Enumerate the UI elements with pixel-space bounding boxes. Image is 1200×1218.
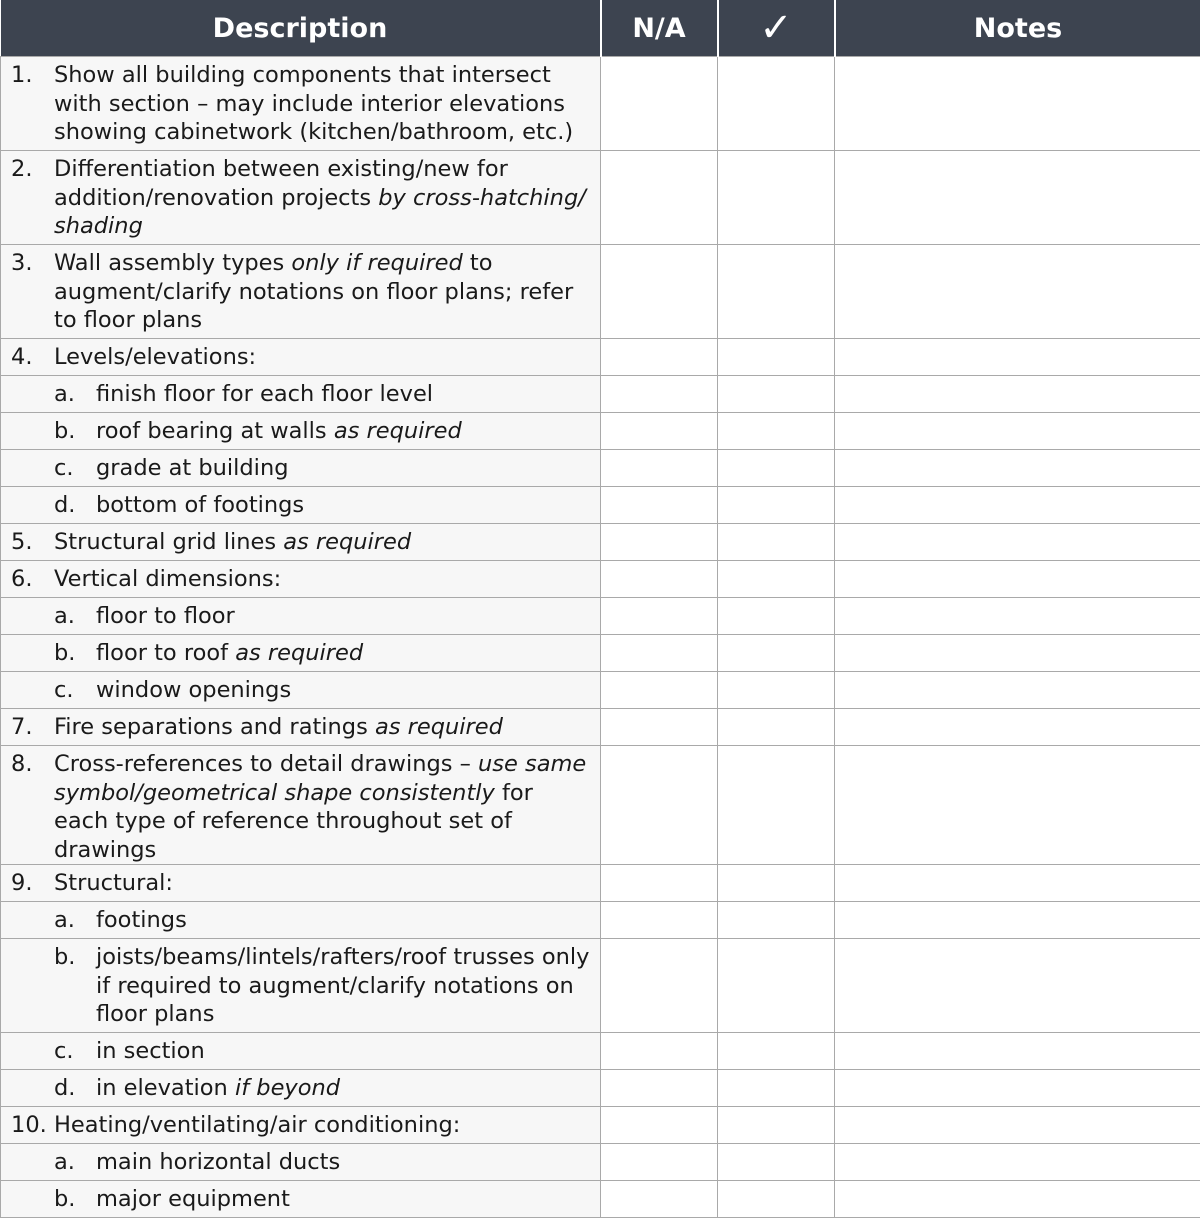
na-cell[interactable] bbox=[601, 524, 718, 561]
item-text-italic: if beyond bbox=[235, 1075, 340, 1101]
description-cell bbox=[1, 865, 601, 902]
notes-cell[interactable] bbox=[835, 376, 1200, 413]
checklist-item bbox=[1, 245, 600, 335]
check-cell[interactable] bbox=[718, 151, 835, 245]
check-cell[interactable] bbox=[718, 376, 835, 413]
na-cell[interactable] bbox=[601, 57, 718, 151]
na-cell[interactable] bbox=[601, 561, 718, 598]
sub-item bbox=[1, 939, 600, 1029]
table-row bbox=[1, 151, 1200, 245]
notes-cell[interactable] bbox=[835, 1181, 1200, 1218]
notes-cell[interactable] bbox=[835, 902, 1200, 939]
item-text-part: Differentiation between existing/new for addition/renovation projects bbox=[54, 156, 508, 211]
sub-item bbox=[1, 1070, 600, 1103]
item-number: b. bbox=[54, 1185, 75, 1214]
check-cell[interactable] bbox=[718, 524, 835, 561]
item-number: d. bbox=[54, 491, 75, 520]
table-header bbox=[1, 0, 1200, 57]
na-cell[interactable] bbox=[601, 487, 718, 524]
na-cell[interactable] bbox=[601, 902, 718, 939]
description-cell bbox=[1, 151, 601, 245]
header-na: N/A bbox=[601, 0, 718, 57]
item-text bbox=[1, 1074, 600, 1103]
check-cell[interactable] bbox=[718, 902, 835, 939]
item-text bbox=[1, 906, 600, 935]
item-number: d. bbox=[54, 1074, 75, 1103]
description-cell bbox=[1, 1070, 601, 1107]
item-number: 6. bbox=[11, 565, 32, 594]
check-cell[interactable] bbox=[718, 413, 835, 450]
item-text-part: Vertical dimensions: bbox=[54, 566, 281, 592]
check-cell[interactable] bbox=[718, 709, 835, 746]
item-text-part: Cross-references to detail drawings – bbox=[54, 751, 478, 777]
item-text-part: in elevation bbox=[96, 1075, 235, 1101]
item-text bbox=[1, 943, 600, 1029]
description-cell bbox=[1, 339, 601, 376]
notes-cell[interactable] bbox=[835, 598, 1200, 635]
sub-item bbox=[1, 450, 600, 483]
item-text-part: joists/beams/lintels/rafters/roof trusses only if required to augment/clarify notations on floor plans bbox=[96, 944, 589, 1027]
description-cell bbox=[1, 561, 601, 598]
table-row bbox=[1, 672, 1200, 709]
na-cell[interactable] bbox=[601, 746, 718, 865]
checklist-item bbox=[1, 339, 600, 372]
na-cell[interactable] bbox=[601, 635, 718, 672]
table-row bbox=[1, 746, 1200, 865]
check-cell[interactable] bbox=[718, 672, 835, 709]
table-row bbox=[1, 413, 1200, 450]
description-cell bbox=[1, 1144, 601, 1181]
item-text-part: floor to floor bbox=[96, 603, 235, 629]
sub-item bbox=[1, 1144, 600, 1177]
checkmark-icon: ✓ bbox=[759, 8, 793, 48]
item-text bbox=[1, 1037, 600, 1066]
check-cell[interactable] bbox=[718, 598, 835, 635]
check-cell[interactable] bbox=[718, 1070, 835, 1107]
checklist-item bbox=[1, 524, 600, 557]
item-text-part: in section bbox=[96, 1038, 205, 1064]
item-text bbox=[1, 1111, 600, 1140]
item-text-part: Levels/elevations: bbox=[54, 344, 256, 370]
item-text-part: Fire separations and ratings bbox=[54, 714, 375, 740]
checklist-item bbox=[1, 561, 600, 594]
item-text-italic: by cross-hatching/ shading bbox=[54, 185, 586, 240]
header-description: Description bbox=[1, 0, 601, 57]
item-number: b. bbox=[54, 943, 75, 972]
item-text-part: for each type of reference throughout set of drawings bbox=[54, 780, 533, 863]
item-number: 10. bbox=[11, 1111, 47, 1140]
table-row bbox=[1, 561, 1200, 598]
item-text bbox=[1, 1148, 600, 1177]
notes-cell[interactable] bbox=[835, 339, 1200, 376]
check-cell[interactable] bbox=[718, 1181, 835, 1218]
check-cell[interactable] bbox=[718, 1033, 835, 1070]
item-text-part: footings bbox=[96, 907, 187, 933]
item-text bbox=[1, 602, 600, 631]
description-cell bbox=[1, 709, 601, 746]
item-text bbox=[1, 639, 600, 668]
check-cell[interactable] bbox=[718, 865, 835, 902]
na-cell[interactable] bbox=[601, 1144, 718, 1181]
table-row bbox=[1, 1144, 1200, 1181]
item-number: 2. bbox=[11, 155, 32, 184]
table-row bbox=[1, 902, 1200, 939]
description-cell bbox=[1, 939, 601, 1033]
sub-item bbox=[1, 413, 600, 446]
table-row bbox=[1, 487, 1200, 524]
check-cell[interactable] bbox=[718, 245, 835, 339]
item-text-part: roof bearing at walls bbox=[96, 418, 334, 444]
notes-cell[interactable] bbox=[835, 865, 1200, 902]
item-number: a. bbox=[54, 906, 75, 935]
table-row bbox=[1, 245, 1200, 339]
table-row bbox=[1, 709, 1200, 746]
sub-item bbox=[1, 1033, 600, 1066]
item-number: a. bbox=[54, 380, 75, 409]
check-cell[interactable] bbox=[718, 339, 835, 376]
table-row bbox=[1, 1070, 1200, 1107]
na-cell[interactable] bbox=[601, 865, 718, 902]
sub-item bbox=[1, 902, 600, 935]
description-cell bbox=[1, 487, 601, 524]
description-cell bbox=[1, 413, 601, 450]
na-cell[interactable] bbox=[601, 1033, 718, 1070]
table-row bbox=[1, 939, 1200, 1033]
check-cell[interactable] bbox=[718, 1144, 835, 1181]
description-cell bbox=[1, 57, 601, 151]
description-cell bbox=[1, 672, 601, 709]
check-cell[interactable] bbox=[718, 746, 835, 865]
item-text-italic: only if required bbox=[291, 250, 462, 276]
description-cell bbox=[1, 598, 601, 635]
header-notes: Notes bbox=[835, 0, 1200, 57]
checklist-item bbox=[1, 709, 600, 742]
na-cell[interactable] bbox=[601, 151, 718, 245]
notes-cell[interactable] bbox=[835, 450, 1200, 487]
item-text-part: finish floor for each floor level bbox=[96, 381, 433, 407]
checklist-item bbox=[1, 57, 600, 147]
na-cell[interactable] bbox=[601, 245, 718, 339]
checklist-item bbox=[1, 865, 600, 898]
notes-cell[interactable] bbox=[835, 57, 1200, 151]
item-text bbox=[1, 61, 600, 147]
item-number: 9. bbox=[11, 869, 32, 898]
description-cell bbox=[1, 1181, 601, 1218]
notes-cell[interactable] bbox=[835, 1144, 1200, 1181]
sub-item bbox=[1, 487, 600, 520]
item-number: 4. bbox=[11, 343, 32, 372]
check-cell[interactable] bbox=[718, 561, 835, 598]
item-number: 5. bbox=[11, 528, 32, 557]
notes-cell[interactable] bbox=[835, 561, 1200, 598]
check-cell[interactable] bbox=[718, 1107, 835, 1144]
check-cell[interactable] bbox=[718, 450, 835, 487]
notes-cell[interactable] bbox=[835, 151, 1200, 245]
notes-cell[interactable] bbox=[835, 413, 1200, 450]
notes-cell[interactable] bbox=[835, 709, 1200, 746]
item-text-italic: use same symbol/geometrical shape consistently bbox=[54, 751, 586, 806]
table-row bbox=[1, 450, 1200, 487]
item-text bbox=[1, 869, 600, 898]
description-cell bbox=[1, 635, 601, 672]
table-row bbox=[1, 598, 1200, 635]
item-number: b. bbox=[54, 417, 75, 446]
item-text-part: Wall assembly types bbox=[54, 250, 291, 276]
notes-cell[interactable] bbox=[835, 746, 1200, 865]
notes-cell[interactable] bbox=[835, 245, 1200, 339]
item-number: a. bbox=[54, 602, 75, 631]
description-cell bbox=[1, 746, 601, 865]
sub-item bbox=[1, 635, 600, 668]
item-text bbox=[1, 343, 600, 372]
item-text-part: Show all building components that intersect with section – may include interior elevations showing cabinetwork (kitchen/bathroom, etc.) bbox=[54, 62, 573, 145]
item-text-part: Heating/ventilating/air conditioning: bbox=[54, 1112, 460, 1138]
item-text bbox=[1, 528, 600, 557]
item-text-italic: as required bbox=[235, 640, 363, 666]
notes-cell[interactable] bbox=[835, 524, 1200, 561]
na-cell[interactable] bbox=[601, 339, 718, 376]
item-text bbox=[1, 713, 600, 742]
item-text bbox=[1, 155, 600, 241]
check-cell[interactable] bbox=[718, 635, 835, 672]
table-body bbox=[1, 57, 1200, 1218]
description-cell bbox=[1, 524, 601, 561]
item-text bbox=[1, 380, 600, 409]
description-cell bbox=[1, 245, 601, 339]
notes-cell[interactable] bbox=[835, 487, 1200, 524]
sub-item bbox=[1, 1181, 600, 1214]
na-cell[interactable] bbox=[601, 1107, 718, 1144]
item-number: 3. bbox=[11, 249, 32, 278]
item-text-italic: as required bbox=[375, 714, 503, 740]
item-number: c. bbox=[54, 454, 74, 483]
sub-item bbox=[1, 598, 600, 631]
table-row bbox=[1, 1033, 1200, 1070]
item-text bbox=[1, 750, 600, 864]
na-cell[interactable] bbox=[601, 709, 718, 746]
item-number: b. bbox=[54, 639, 75, 668]
item-number: 8. bbox=[11, 750, 32, 779]
item-text-part: Structural: bbox=[54, 870, 173, 896]
check-cell[interactable] bbox=[718, 939, 835, 1033]
item-text-italic: as required bbox=[283, 529, 411, 555]
item-text-part: major equipment bbox=[96, 1186, 290, 1212]
item-text-part: floor to roof bbox=[96, 640, 235, 666]
item-text bbox=[1, 491, 600, 520]
table-row bbox=[1, 1181, 1200, 1218]
na-cell[interactable] bbox=[601, 939, 718, 1033]
item-text bbox=[1, 249, 600, 335]
na-cell[interactable] bbox=[601, 413, 718, 450]
notes-cell[interactable] bbox=[835, 672, 1200, 709]
table-row bbox=[1, 865, 1200, 902]
item-number: a. bbox=[54, 1148, 75, 1177]
check-cell[interactable] bbox=[718, 487, 835, 524]
check-cell[interactable] bbox=[718, 57, 835, 151]
header-row bbox=[1, 0, 1200, 57]
description-cell bbox=[1, 1033, 601, 1070]
table-row bbox=[1, 376, 1200, 413]
item-number: c. bbox=[54, 1037, 74, 1066]
na-cell[interactable] bbox=[601, 1070, 718, 1107]
description-cell bbox=[1, 902, 601, 939]
table-row bbox=[1, 524, 1200, 561]
item-text-italic: as required bbox=[334, 418, 462, 444]
na-cell[interactable] bbox=[601, 672, 718, 709]
item-text-part: Structural grid lines bbox=[54, 529, 283, 555]
item-number: c. bbox=[54, 676, 74, 705]
notes-cell[interactable] bbox=[835, 635, 1200, 672]
checklist-item bbox=[1, 746, 600, 864]
table-row bbox=[1, 635, 1200, 672]
sub-item bbox=[1, 672, 600, 705]
header-check bbox=[718, 0, 835, 57]
description-cell bbox=[1, 376, 601, 413]
sub-item bbox=[1, 376, 600, 409]
description-cell bbox=[1, 1107, 601, 1144]
item-number: 7. bbox=[11, 713, 32, 742]
na-cell[interactable] bbox=[601, 1181, 718, 1218]
item-text-part: main horizontal ducts bbox=[96, 1149, 340, 1175]
na-cell[interactable] bbox=[601, 450, 718, 487]
item-text bbox=[1, 417, 600, 446]
table-row bbox=[1, 1107, 1200, 1144]
notes-cell[interactable] bbox=[835, 939, 1200, 1033]
notes-cell[interactable] bbox=[835, 1033, 1200, 1070]
checklist-item bbox=[1, 151, 600, 241]
na-cell[interactable] bbox=[601, 376, 718, 413]
table-row bbox=[1, 339, 1200, 376]
item-text bbox=[1, 454, 600, 483]
item-text-part: grade at building bbox=[96, 455, 288, 481]
item-text bbox=[1, 676, 600, 705]
na-cell[interactable] bbox=[601, 598, 718, 635]
item-number: 1. bbox=[11, 61, 32, 90]
item-text-part: window openings bbox=[96, 677, 291, 703]
table-row bbox=[1, 57, 1200, 151]
notes-cell[interactable] bbox=[835, 1070, 1200, 1107]
item-text bbox=[1, 1185, 600, 1214]
item-text-part: bottom of footings bbox=[96, 492, 304, 518]
item-text-part: to augment/clarify notations on floor plans; refer to floor plans bbox=[54, 250, 573, 333]
item-text bbox=[1, 565, 600, 594]
notes-cell[interactable] bbox=[835, 1107, 1200, 1144]
checklist-item bbox=[1, 1107, 600, 1140]
description-cell bbox=[1, 450, 601, 487]
